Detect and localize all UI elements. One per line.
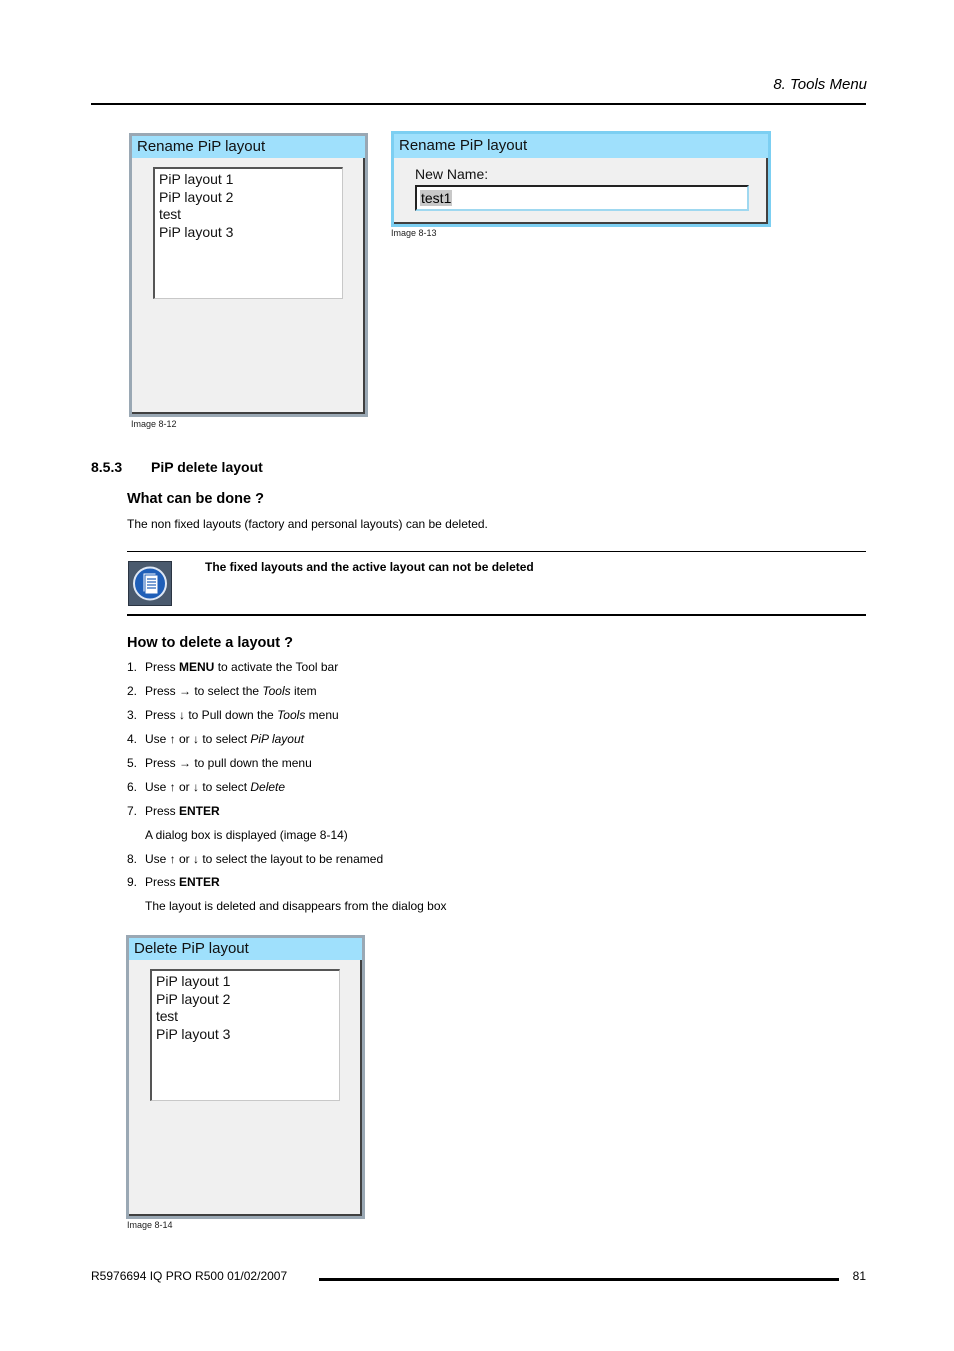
step-continuation: The layout is deleted and disappears from the dialog box [145, 899, 447, 913]
image-caption: Image 8-13 [391, 228, 437, 238]
list-item[interactable]: PiP layout 2 [156, 990, 231, 1007]
rename-new-name-dialog [391, 131, 771, 227]
step-item: 6. Use ↑ or ↓ to select Delete [127, 780, 286, 794]
delete-pip-layout-dialog [126, 935, 365, 1219]
how-heading: How to delete a layout ? [127, 635, 293, 651]
list-item[interactable]: PiP layout 3 [159, 223, 234, 240]
section-title: PiP delete layout [151, 459, 263, 475]
note-top-rule [127, 551, 866, 552]
note-book-icon [128, 561, 172, 606]
footer-doc-id: R5976694 IQ PRO R500 01/02/2007 [91, 1269, 288, 1283]
footer-rule [319, 1278, 839, 1281]
step-item: 4. Use ↑ or ↓ to select PiP layout [127, 732, 304, 746]
list-item[interactable]: PiP layout 1 [159, 171, 234, 187]
what-text: The non fixed layouts (factory and personal layouts) can be deleted. [127, 517, 488, 531]
list-item[interactable]: PiP layout 2 [159, 188, 234, 205]
what-heading: What can be done ? [127, 491, 264, 507]
dialog-title: Rename PiP layout [394, 134, 768, 158]
dialog-title: Delete PiP layout [129, 938, 362, 960]
image-caption: Image 8-14 [127, 1220, 173, 1230]
step-continuation: A dialog box is displayed (image 8-14) [145, 828, 348, 842]
list-item[interactable]: PiP layout 3 [156, 1025, 231, 1042]
step-item: 5. Press → to pull down the menu [127, 756, 312, 770]
note-text: The fixed layouts and the active layout can not be deleted [205, 560, 534, 574]
layout-listbox[interactable] [153, 167, 343, 299]
list-item[interactable]: PiP layout 1 [156, 973, 231, 989]
section-number: 8.5.3 [91, 459, 123, 475]
step-item: 7. Press ENTER [127, 804, 220, 818]
step-item: 9. Press ENTER [127, 875, 220, 889]
new-name-input[interactable] [415, 185, 749, 211]
new-name-value: test1 [421, 190, 452, 206]
dialog-title: Rename PiP layout [132, 136, 365, 158]
section-heading [91, 459, 263, 475]
step-item: 1. Press MENU to activate the Tool bar [127, 660, 339, 674]
list-item[interactable]: test [159, 206, 181, 222]
new-name-label: New Name: [415, 166, 489, 182]
step-item: 2. Press → to select the Tools item [127, 684, 317, 698]
step-item: 8. Use ↑ or ↓ to select the layout to be renamed [127, 852, 384, 866]
image-caption: Image 8-12 [131, 419, 177, 429]
page-number: 81 [852, 1269, 866, 1283]
rename-pip-layout-dialog [129, 133, 368, 417]
list-item[interactable]: test [156, 1008, 178, 1024]
chapter-header: 8. Tools Menu [773, 76, 867, 93]
step-item: 3. Press ↓ to Pull down the Tools menu [127, 708, 339, 722]
note-bottom-rule [127, 614, 866, 616]
layout-listbox[interactable] [150, 969, 340, 1101]
header-rule [91, 103, 866, 105]
